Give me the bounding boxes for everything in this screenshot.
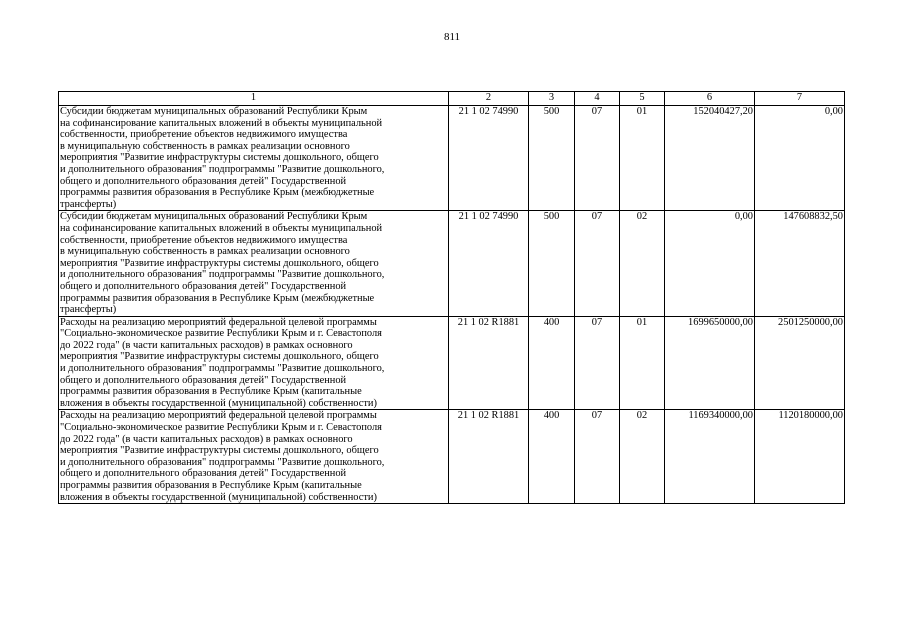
description-line: вложения в объекты государственной (муниципальной) собственности) bbox=[60, 491, 377, 503]
table-row bbox=[59, 316, 845, 410]
header-cell: 3 bbox=[529, 92, 575, 106]
budget-code: 21 1 02 R1881 bbox=[449, 410, 529, 504]
description-line: до 2022 года" (в части капитальных расходов) в рамках основного bbox=[60, 339, 353, 351]
amount-col6: 152040427,20 bbox=[665, 106, 755, 211]
row-description bbox=[59, 106, 449, 211]
description-line: мероприятия "Развитие инфраструктуры системы дошкольного, общего bbox=[60, 152, 379, 164]
expense-type: 500 bbox=[529, 211, 575, 316]
description-line: трансферты) bbox=[60, 198, 117, 210]
amount-col6: 1169340000,00 bbox=[665, 410, 755, 504]
description-line: программы развития образования в Республике Крым (капитальные bbox=[60, 386, 362, 398]
section-code: 07 bbox=[575, 211, 620, 316]
amount-col7: 2501250000,00 bbox=[755, 316, 845, 410]
description-line: и дополнительного образования" подпрограммы "Развитие дошкольного, bbox=[60, 363, 385, 375]
budget-code: 21 1 02 74990 bbox=[449, 106, 529, 211]
description-line: "Социально-экономическое развитие Республики Крым и г. Севастополя bbox=[60, 328, 382, 340]
row-description bbox=[59, 316, 449, 410]
description-line: Расходы на реализацию мероприятий федеральной целевой программы bbox=[60, 316, 377, 328]
description-line: Субсидии бюджетам муниципальных образований Республики Крым bbox=[60, 106, 368, 117]
description-line: "Социально-экономическое развитие Республики Крым и г. Севастополя bbox=[60, 422, 382, 434]
description-line: и дополнительного образования" подпрограммы "Развитие дошкольного, bbox=[60, 456, 385, 468]
table-row bbox=[59, 106, 845, 211]
section-code: 07 bbox=[575, 410, 620, 504]
description-line: в муниципальную собственность в рамках реализации основного bbox=[60, 140, 350, 152]
expense-type: 400 bbox=[529, 316, 575, 410]
table-row bbox=[59, 211, 845, 316]
header-row bbox=[59, 92, 845, 106]
expense-type: 500 bbox=[529, 106, 575, 211]
header-cell: 2 bbox=[449, 92, 529, 106]
amount-col6: 1699650000,00 bbox=[665, 316, 755, 410]
description-line: до 2022 года" (в части капитальных расходов) в рамках основного bbox=[60, 433, 353, 445]
section-code: 07 bbox=[575, 316, 620, 410]
amount-col7: 1120180000,00 bbox=[755, 410, 845, 504]
description-line: в муниципальную собственность в рамках реализации основного bbox=[60, 246, 350, 258]
amount-col7: 147608832,50 bbox=[755, 211, 845, 316]
amount-col7: 0,00 bbox=[755, 106, 845, 211]
description-line: на софинансирование капитальных вложений в объекты муниципальной bbox=[60, 117, 383, 129]
header-cell: 1 bbox=[59, 92, 449, 106]
description-line: мероприятия "Развитие инфраструктуры системы дошкольного, общего bbox=[60, 257, 379, 269]
description-line: Субсидии бюджетам муниципальных образований Республики Крым bbox=[60, 211, 368, 223]
page-number: 811 bbox=[443, 31, 461, 43]
header-cell: 5 bbox=[620, 92, 665, 106]
description-line: мероприятия "Развитие инфраструктуры системы дошкольного, общего bbox=[60, 351, 379, 363]
amount-col6: 0,00 bbox=[665, 211, 755, 316]
description-line: на софинансирование капитальных вложений в объекты муниципальной bbox=[60, 222, 383, 234]
section-code: 07 bbox=[575, 106, 620, 211]
budget-table bbox=[58, 91, 845, 504]
row-description bbox=[59, 410, 449, 504]
description-line: общего и дополнительного образования детей" Государственной bbox=[60, 468, 347, 480]
description-line: и дополнительного образования" подпрограммы "Развитие дошкольного, bbox=[60, 163, 385, 175]
budget-code: 21 1 02 74990 bbox=[449, 211, 529, 316]
description-line: общего и дополнительного образования детей" Государственной bbox=[60, 175, 347, 187]
description-line: общего и дополнительного образования детей" Государственной bbox=[60, 280, 347, 292]
subsection-code: 02 bbox=[620, 211, 665, 316]
budget-code: 21 1 02 R1881 bbox=[449, 316, 529, 410]
description-line: программы развития образования в Республике Крым (межбюджетные bbox=[60, 187, 375, 199]
description-line: общего и дополнительного образования детей" Государственной bbox=[60, 374, 347, 386]
description-line: вложения в объекты государственной (муниципальной) собственности) bbox=[60, 397, 377, 409]
description-line: программы развития образования в Республике Крым (капитальные bbox=[60, 480, 362, 491]
description-line: собственности, приобретение объектов недвижимого имущества bbox=[60, 129, 348, 141]
description-line: и дополнительного образования" подпрограммы "Развитие дошкольного, bbox=[60, 269, 385, 281]
subsection-code: 01 bbox=[620, 316, 665, 410]
description-line: собственности, приобретение объектов недвижимого имущества bbox=[60, 234, 348, 246]
table-row bbox=[59, 410, 845, 504]
description-line: мероприятия "Развитие инфраструктуры системы дошкольного, общего bbox=[60, 445, 379, 457]
row-description bbox=[59, 211, 449, 316]
header-cell: 6 bbox=[665, 92, 755, 106]
subsection-code: 02 bbox=[620, 410, 665, 504]
header-cell: 7 bbox=[755, 92, 845, 106]
subsection-code: 01 bbox=[620, 106, 665, 211]
expense-type: 400 bbox=[529, 410, 575, 504]
header-cell: 4 bbox=[575, 92, 620, 106]
description-line: программы развития образования в Республике Крым (межбюджетные bbox=[60, 292, 375, 304]
description-line: трансферты) bbox=[60, 304, 117, 316]
description-line: Расходы на реализацию мероприятий федеральной целевой программы bbox=[60, 410, 377, 422]
